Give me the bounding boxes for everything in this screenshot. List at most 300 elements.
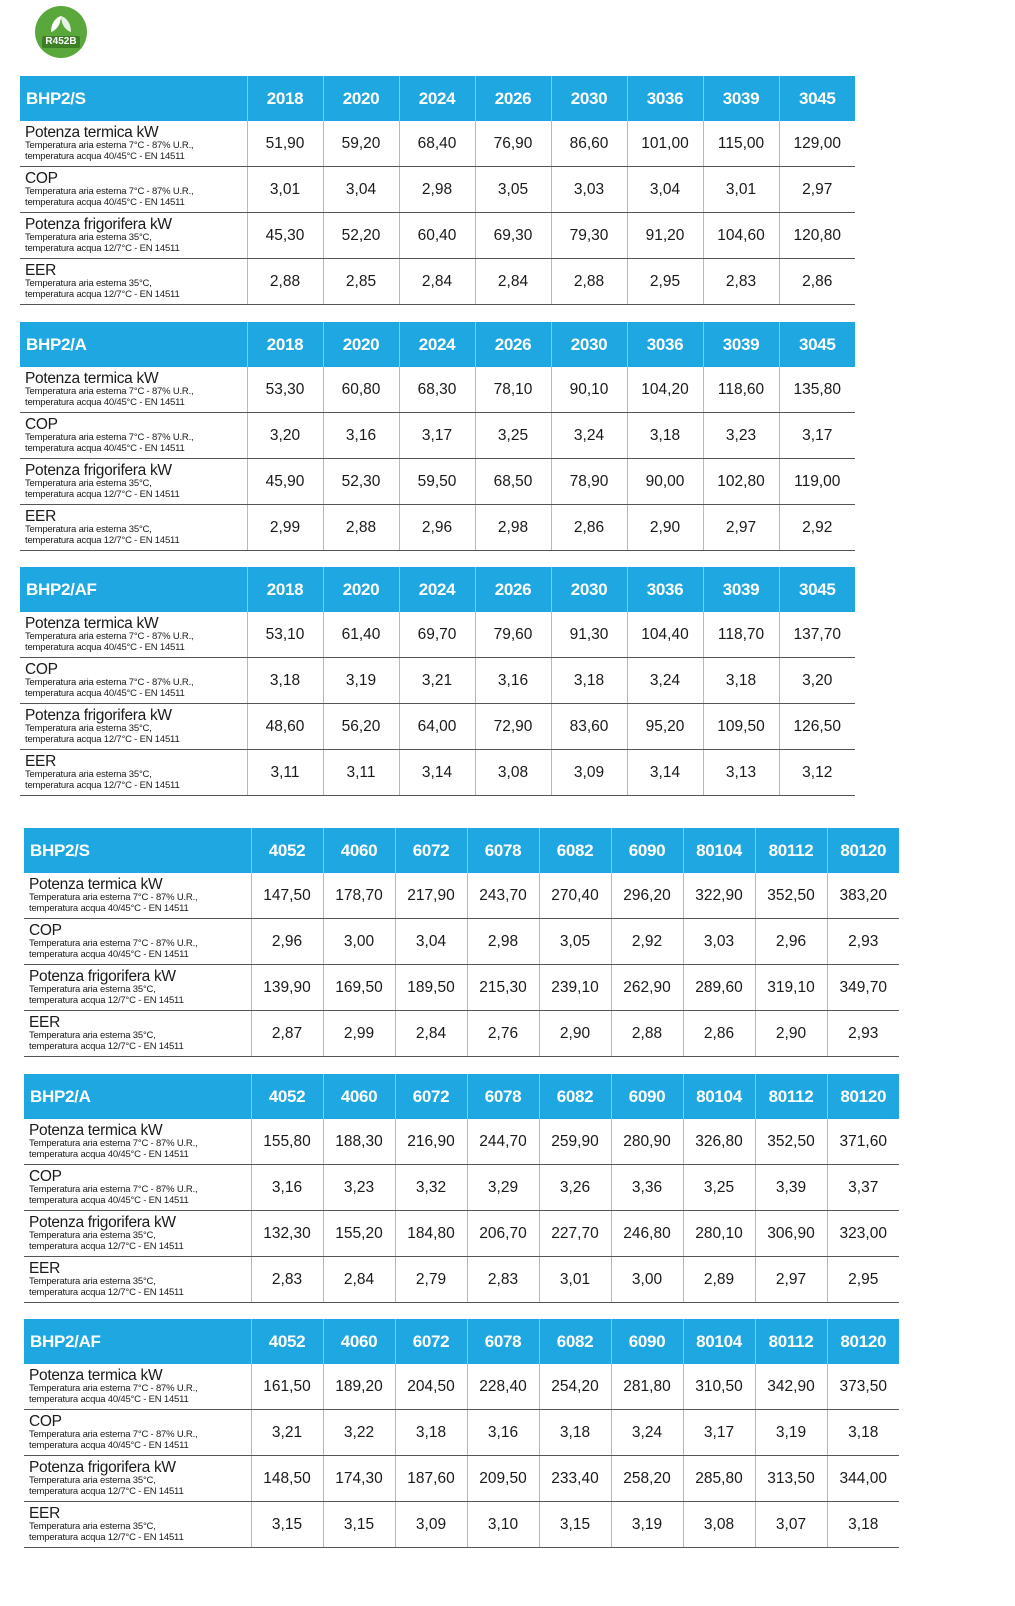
row-label [24, 1502, 251, 1548]
row-title: Potenza frigorifera kW [29, 968, 176, 985]
model-header: 2026 [475, 567, 551, 612]
value-cell: 148,50 [251, 1456, 323, 1502]
row-label [20, 658, 247, 704]
value-cell: 3,37 [827, 1165, 899, 1211]
value-cell: 3,19 [755, 1410, 827, 1456]
value-cell: 3,21 [251, 1410, 323, 1456]
value-cell: 48,60 [247, 704, 323, 750]
series-name: BHP2/AF [24, 1319, 251, 1364]
value-cell: 104,60 [703, 213, 779, 259]
row-title: Potenza termica kW [29, 1367, 163, 1384]
value-cell: 3,18 [539, 1410, 611, 1456]
value-cell: 2,93 [827, 1011, 899, 1057]
value-cell: 3,25 [475, 413, 551, 459]
value-cell: 3,22 [323, 1410, 395, 1456]
value-cell: 2,97 [779, 167, 855, 213]
value-cell: 233,40 [539, 1456, 611, 1502]
value-cell: 178,70 [323, 873, 395, 919]
spec-table [24, 828, 899, 1057]
value-cell: 280,90 [611, 1119, 683, 1165]
row-label [24, 1011, 251, 1057]
model-header: 6082 [539, 828, 611, 873]
row-condition: Temperatura aria esterna 7°C - 87% U.R., [29, 892, 198, 903]
value-cell: 296,20 [611, 873, 683, 919]
value-cell: 2,86 [551, 505, 627, 551]
value-cell: 68,50 [475, 459, 551, 505]
value-cell: 2,98 [467, 919, 539, 965]
row-condition: Temperatura aria esterna 35°C, [25, 723, 152, 734]
value-cell: 3,25 [683, 1165, 755, 1211]
value-cell: 2,98 [475, 505, 551, 551]
row-title: COP [25, 661, 58, 678]
table-row [20, 367, 855, 413]
value-cell: 3,19 [611, 1502, 683, 1548]
row-label [24, 965, 251, 1011]
model-header: 3039 [703, 322, 779, 367]
value-cell: 78,90 [551, 459, 627, 505]
model-header: 3045 [779, 322, 855, 367]
value-cell: 184,80 [395, 1211, 467, 1257]
value-cell: 204,50 [395, 1364, 467, 1410]
table-row [20, 213, 855, 259]
model-header: 2030 [551, 322, 627, 367]
value-cell: 228,40 [467, 1364, 539, 1410]
value-cell: 3,00 [323, 919, 395, 965]
value-cell: 3,15 [323, 1502, 395, 1548]
value-cell: 3,11 [247, 750, 323, 796]
value-cell: 3,16 [323, 413, 399, 459]
value-cell: 69,70 [399, 612, 475, 658]
value-cell: 91,20 [627, 213, 703, 259]
refrigerant-badge [35, 6, 87, 58]
row-condition: temperatura acqua 12/7°C - EN 14511 [29, 995, 184, 1006]
value-cell: 352,50 [755, 1119, 827, 1165]
value-cell: 2,97 [755, 1257, 827, 1303]
row-condition: temperatura acqua 12/7°C - EN 14511 [25, 734, 180, 745]
model-header: 4052 [251, 828, 323, 873]
row-condition: Temperatura aria esterna 7°C - 87% U.R., [25, 186, 194, 197]
value-cell: 2,99 [323, 1011, 395, 1057]
row-title: EER [25, 753, 56, 770]
row-title: Potenza frigorifera kW [25, 216, 172, 233]
value-cell: 2,84 [475, 259, 551, 305]
model-header: 4052 [251, 1319, 323, 1364]
value-cell: 86,60 [551, 121, 627, 167]
model-header: 2026 [475, 76, 551, 121]
value-cell: 3,14 [627, 750, 703, 796]
value-cell: 2,89 [683, 1257, 755, 1303]
row-condition: temperatura acqua 40/45°C - EN 14511 [29, 903, 189, 914]
row-label [24, 1456, 251, 1502]
value-cell: 3,16 [467, 1410, 539, 1456]
value-cell: 3,10 [467, 1502, 539, 1548]
value-cell: 3,18 [551, 658, 627, 704]
value-cell: 3,18 [395, 1410, 467, 1456]
model-header: 3039 [703, 76, 779, 121]
value-cell: 322,90 [683, 873, 755, 919]
model-header: 2018 [247, 76, 323, 121]
row-condition: temperatura acqua 40/45°C - EN 14511 [29, 1440, 189, 1451]
value-cell: 52,30 [323, 459, 399, 505]
value-cell: 2,87 [251, 1011, 323, 1057]
value-cell: 68,40 [399, 121, 475, 167]
row-condition: temperatura acqua 40/45°C - EN 14511 [29, 1149, 189, 1160]
row-condition: Temperatura aria esterna 7°C - 87% U.R., [25, 432, 194, 443]
row-condition: Temperatura aria esterna 35°C, [29, 1030, 156, 1041]
table-row [20, 413, 855, 459]
table-row [20, 121, 855, 167]
table-row [20, 658, 855, 704]
model-header: 6072 [395, 1319, 467, 1364]
model-header: 3036 [627, 322, 703, 367]
value-cell: 3,17 [779, 413, 855, 459]
value-cell: 3,39 [755, 1165, 827, 1211]
row-condition: temperatura acqua 12/7°C - EN 14511 [25, 489, 180, 500]
row-label [20, 704, 247, 750]
value-cell: 2,96 [399, 505, 475, 551]
value-cell: 3,09 [395, 1502, 467, 1548]
row-label [24, 1364, 251, 1410]
model-header: 4060 [323, 1074, 395, 1119]
row-condition: temperatura acqua 40/45°C - EN 14511 [25, 642, 185, 653]
row-condition: Temperatura aria esterna 35°C, [25, 524, 152, 535]
value-cell: 2,88 [611, 1011, 683, 1057]
row-title: Potenza termica kW [29, 876, 163, 893]
value-cell: 2,99 [247, 505, 323, 551]
model-header: 80104 [683, 828, 755, 873]
value-cell: 2,90 [627, 505, 703, 551]
series-name: BHP2/S [24, 828, 251, 873]
table-row [20, 259, 855, 305]
row-label [20, 167, 247, 213]
table-header-row [20, 76, 855, 121]
value-cell: 2,84 [399, 259, 475, 305]
value-cell: 2,96 [251, 919, 323, 965]
value-cell: 209,50 [467, 1456, 539, 1502]
value-cell: 215,30 [467, 965, 539, 1011]
value-cell: 139,90 [251, 965, 323, 1011]
value-cell: 161,50 [251, 1364, 323, 1410]
value-cell: 83,60 [551, 704, 627, 750]
value-cell: 3,19 [323, 658, 399, 704]
value-cell: 2,90 [539, 1011, 611, 1057]
row-label [20, 505, 247, 551]
value-cell: 3,01 [247, 167, 323, 213]
row-condition: temperatura acqua 12/7°C - EN 14511 [29, 1041, 184, 1052]
row-title: Potenza frigorifera kW [25, 462, 172, 479]
value-cell: 3,32 [395, 1165, 467, 1211]
row-title: Potenza termica kW [25, 124, 159, 141]
row-title: EER [29, 1014, 60, 1031]
row-condition: temperatura acqua 12/7°C - EN 14511 [29, 1486, 184, 1497]
row-title: Potenza frigorifera kW [29, 1459, 176, 1476]
value-cell: 2,79 [395, 1257, 467, 1303]
value-cell: 217,90 [395, 873, 467, 919]
value-cell: 373,50 [827, 1364, 899, 1410]
value-cell: 3,20 [779, 658, 855, 704]
row-condition: Temperatura aria esterna 7°C - 87% U.R., [29, 1429, 198, 1440]
value-cell: 206,70 [467, 1211, 539, 1257]
row-label [20, 459, 247, 505]
row-label [20, 612, 247, 658]
model-header: 6072 [395, 1074, 467, 1119]
table-row [20, 505, 855, 551]
row-title: Potenza termica kW [29, 1122, 163, 1139]
value-cell: 383,20 [827, 873, 899, 919]
value-cell: 90,00 [627, 459, 703, 505]
model-header: 6090 [611, 828, 683, 873]
value-cell: 3,13 [703, 750, 779, 796]
model-header: 3045 [779, 567, 855, 612]
table-row [20, 459, 855, 505]
row-title: Potenza frigorifera kW [25, 707, 172, 724]
value-cell: 61,40 [323, 612, 399, 658]
row-condition: Temperatura aria esterna 7°C - 87% U.R., [25, 386, 194, 397]
model-header: 2020 [323, 567, 399, 612]
value-cell: 239,10 [539, 965, 611, 1011]
model-header: 6090 [611, 1319, 683, 1364]
value-cell: 3,24 [611, 1410, 683, 1456]
table-header-row [24, 1074, 899, 1119]
value-cell: 349,70 [827, 965, 899, 1011]
table-row [24, 1011, 899, 1057]
model-header: 4060 [323, 828, 395, 873]
value-cell: 59,50 [399, 459, 475, 505]
value-cell: 174,30 [323, 1456, 395, 1502]
value-cell: 3,29 [467, 1165, 539, 1211]
row-label [20, 121, 247, 167]
row-title: Potenza frigorifera kW [29, 1214, 176, 1231]
value-cell: 3,04 [323, 167, 399, 213]
model-header: 80120 [827, 1319, 899, 1364]
value-cell: 285,80 [683, 1456, 755, 1502]
row-condition: temperatura acqua 40/45°C - EN 14511 [25, 397, 185, 408]
row-condition: Temperatura aria esterna 7°C - 87% U.R., [25, 140, 194, 151]
row-condition: temperatura acqua 40/45°C - EN 14511 [25, 443, 185, 454]
value-cell: 64,00 [399, 704, 475, 750]
value-cell: 3,09 [551, 750, 627, 796]
value-cell: 187,60 [395, 1456, 467, 1502]
value-cell: 3,20 [247, 413, 323, 459]
row-condition: Temperatura aria esterna 35°C, [25, 278, 152, 289]
value-cell: 246,80 [611, 1211, 683, 1257]
row-condition: temperatura acqua 40/45°C - EN 14511 [29, 1394, 189, 1405]
row-condition: temperatura acqua 12/7°C - EN 14511 [29, 1532, 184, 1543]
value-cell: 129,00 [779, 121, 855, 167]
value-cell: 270,40 [539, 873, 611, 919]
value-cell: 3,18 [247, 658, 323, 704]
model-header: 2018 [247, 322, 323, 367]
model-header: 2030 [551, 76, 627, 121]
value-cell: 3,24 [551, 413, 627, 459]
row-title: COP [29, 922, 62, 939]
value-cell: 60,80 [323, 367, 399, 413]
value-cell: 51,90 [247, 121, 323, 167]
value-cell: 56,20 [323, 704, 399, 750]
value-cell: 2,83 [467, 1257, 539, 1303]
value-cell: 262,90 [611, 965, 683, 1011]
value-cell: 109,50 [703, 704, 779, 750]
model-header: 4060 [323, 1319, 395, 1364]
value-cell: 3,17 [399, 413, 475, 459]
row-condition: temperatura acqua 12/7°C - EN 14511 [25, 780, 180, 791]
value-cell: 120,80 [779, 213, 855, 259]
table-row [20, 612, 855, 658]
model-header: 6078 [467, 1319, 539, 1364]
row-condition: Temperatura aria esterna 35°C, [25, 478, 152, 489]
row-condition: Temperatura aria esterna 7°C - 87% U.R., [25, 631, 194, 642]
row-condition: temperatura acqua 12/7°C - EN 14511 [25, 243, 180, 254]
row-label [24, 919, 251, 965]
value-cell: 3,18 [627, 413, 703, 459]
value-cell: 95,20 [627, 704, 703, 750]
value-cell: 258,20 [611, 1456, 683, 1502]
value-cell: 323,00 [827, 1211, 899, 1257]
series-name: BHP2/A [24, 1074, 251, 1119]
value-cell: 3,21 [399, 658, 475, 704]
row-label [24, 1257, 251, 1303]
value-cell: 2,88 [551, 259, 627, 305]
value-cell: 2,92 [611, 919, 683, 965]
row-condition: temperatura acqua 40/45°C - EN 14511 [25, 688, 185, 699]
model-header: 2026 [475, 322, 551, 367]
row-title: EER [25, 508, 56, 525]
model-header: 6072 [395, 828, 467, 873]
model-header: 80120 [827, 1074, 899, 1119]
table-row [24, 1257, 899, 1303]
value-cell: 289,60 [683, 965, 755, 1011]
value-cell: 3,18 [703, 658, 779, 704]
row-condition: temperatura acqua 40/45°C - EN 14511 [25, 197, 185, 208]
value-cell: 3,12 [779, 750, 855, 796]
value-cell: 3,05 [539, 919, 611, 965]
value-cell: 72,90 [475, 704, 551, 750]
value-cell: 118,70 [703, 612, 779, 658]
series-name: BHP2/A [20, 322, 247, 367]
table-row [24, 1211, 899, 1257]
value-cell: 3,05 [475, 167, 551, 213]
value-cell: 3,16 [475, 658, 551, 704]
table-row [24, 1410, 899, 1456]
value-cell: 2,96 [755, 919, 827, 965]
value-cell: 2,97 [703, 505, 779, 551]
table-row [24, 1502, 899, 1548]
value-cell: 2,92 [779, 505, 855, 551]
row-condition: temperatura acqua 12/7°C - EN 14511 [25, 289, 180, 300]
value-cell: 3,04 [395, 919, 467, 965]
value-cell: 243,70 [467, 873, 539, 919]
row-label [20, 213, 247, 259]
value-cell: 2,88 [247, 259, 323, 305]
value-cell: 53,10 [247, 612, 323, 658]
value-cell: 132,30 [251, 1211, 323, 1257]
value-cell: 310,50 [683, 1364, 755, 1410]
row-title: COP [25, 416, 58, 433]
table-row [20, 750, 855, 796]
value-cell: 135,80 [779, 367, 855, 413]
table-row [24, 1119, 899, 1165]
value-cell: 68,30 [399, 367, 475, 413]
value-cell: 3,18 [827, 1502, 899, 1548]
value-cell: 3,17 [683, 1410, 755, 1456]
value-cell: 76,90 [475, 121, 551, 167]
table-header-row [24, 828, 899, 873]
table-row [24, 919, 899, 965]
value-cell: 306,90 [755, 1211, 827, 1257]
value-cell: 326,80 [683, 1119, 755, 1165]
value-cell: 52,20 [323, 213, 399, 259]
value-cell: 69,30 [475, 213, 551, 259]
series-name: BHP2/AF [20, 567, 247, 612]
model-header: 6078 [467, 828, 539, 873]
value-cell: 2,86 [779, 259, 855, 305]
value-cell: 3,14 [399, 750, 475, 796]
model-header: 80104 [683, 1319, 755, 1364]
model-header: 2024 [399, 567, 475, 612]
spec-table [24, 1074, 899, 1303]
model-header: 2020 [323, 322, 399, 367]
value-cell: 79,30 [551, 213, 627, 259]
model-header: 6082 [539, 1319, 611, 1364]
row-condition: Temperatura aria esterna 7°C - 87% U.R., [29, 1184, 198, 1195]
value-cell: 371,60 [827, 1119, 899, 1165]
value-cell: 45,90 [247, 459, 323, 505]
value-cell: 126,50 [779, 704, 855, 750]
value-cell: 104,20 [627, 367, 703, 413]
model-header: 80120 [827, 828, 899, 873]
value-cell: 2,93 [827, 919, 899, 965]
value-cell: 3,23 [323, 1165, 395, 1211]
row-label [20, 750, 247, 796]
value-cell: 3,11 [323, 750, 399, 796]
series-name: BHP2/S [20, 76, 247, 121]
leaf-icon [47, 12, 75, 36]
table-row [20, 167, 855, 213]
model-header: 4052 [251, 1074, 323, 1119]
table-header-row [20, 567, 855, 612]
model-header: 6090 [611, 1074, 683, 1119]
row-condition: Temperatura aria esterna 35°C, [29, 1230, 156, 1241]
row-condition: Temperatura aria esterna 35°C, [25, 232, 152, 243]
model-header: 3039 [703, 567, 779, 612]
value-cell: 155,20 [323, 1211, 395, 1257]
value-cell: 118,60 [703, 367, 779, 413]
value-cell: 189,20 [323, 1364, 395, 1410]
table-row [24, 1165, 899, 1211]
value-cell: 3,18 [827, 1410, 899, 1456]
value-cell: 147,50 [251, 873, 323, 919]
model-header: 6082 [539, 1074, 611, 1119]
value-cell: 101,00 [627, 121, 703, 167]
value-cell: 280,10 [683, 1211, 755, 1257]
value-cell: 2,95 [827, 1257, 899, 1303]
row-title: COP [29, 1413, 62, 1430]
model-header: 6078 [467, 1074, 539, 1119]
row-condition: Temperatura aria esterna 35°C, [29, 1521, 156, 1532]
value-cell: 254,20 [539, 1364, 611, 1410]
value-cell: 2,83 [251, 1257, 323, 1303]
value-cell: 102,80 [703, 459, 779, 505]
row-condition: temperatura acqua 40/45°C - EN 14511 [29, 1195, 189, 1206]
value-cell: 2,90 [755, 1011, 827, 1057]
value-cell: 2,84 [323, 1257, 395, 1303]
value-cell: 2,84 [395, 1011, 467, 1057]
row-title: COP [29, 1168, 62, 1185]
row-condition: temperatura acqua 40/45°C - EN 14511 [29, 949, 189, 960]
refrigerant-label: R452B [42, 36, 79, 48]
value-cell: 169,50 [323, 965, 395, 1011]
model-header: 80112 [755, 1074, 827, 1119]
